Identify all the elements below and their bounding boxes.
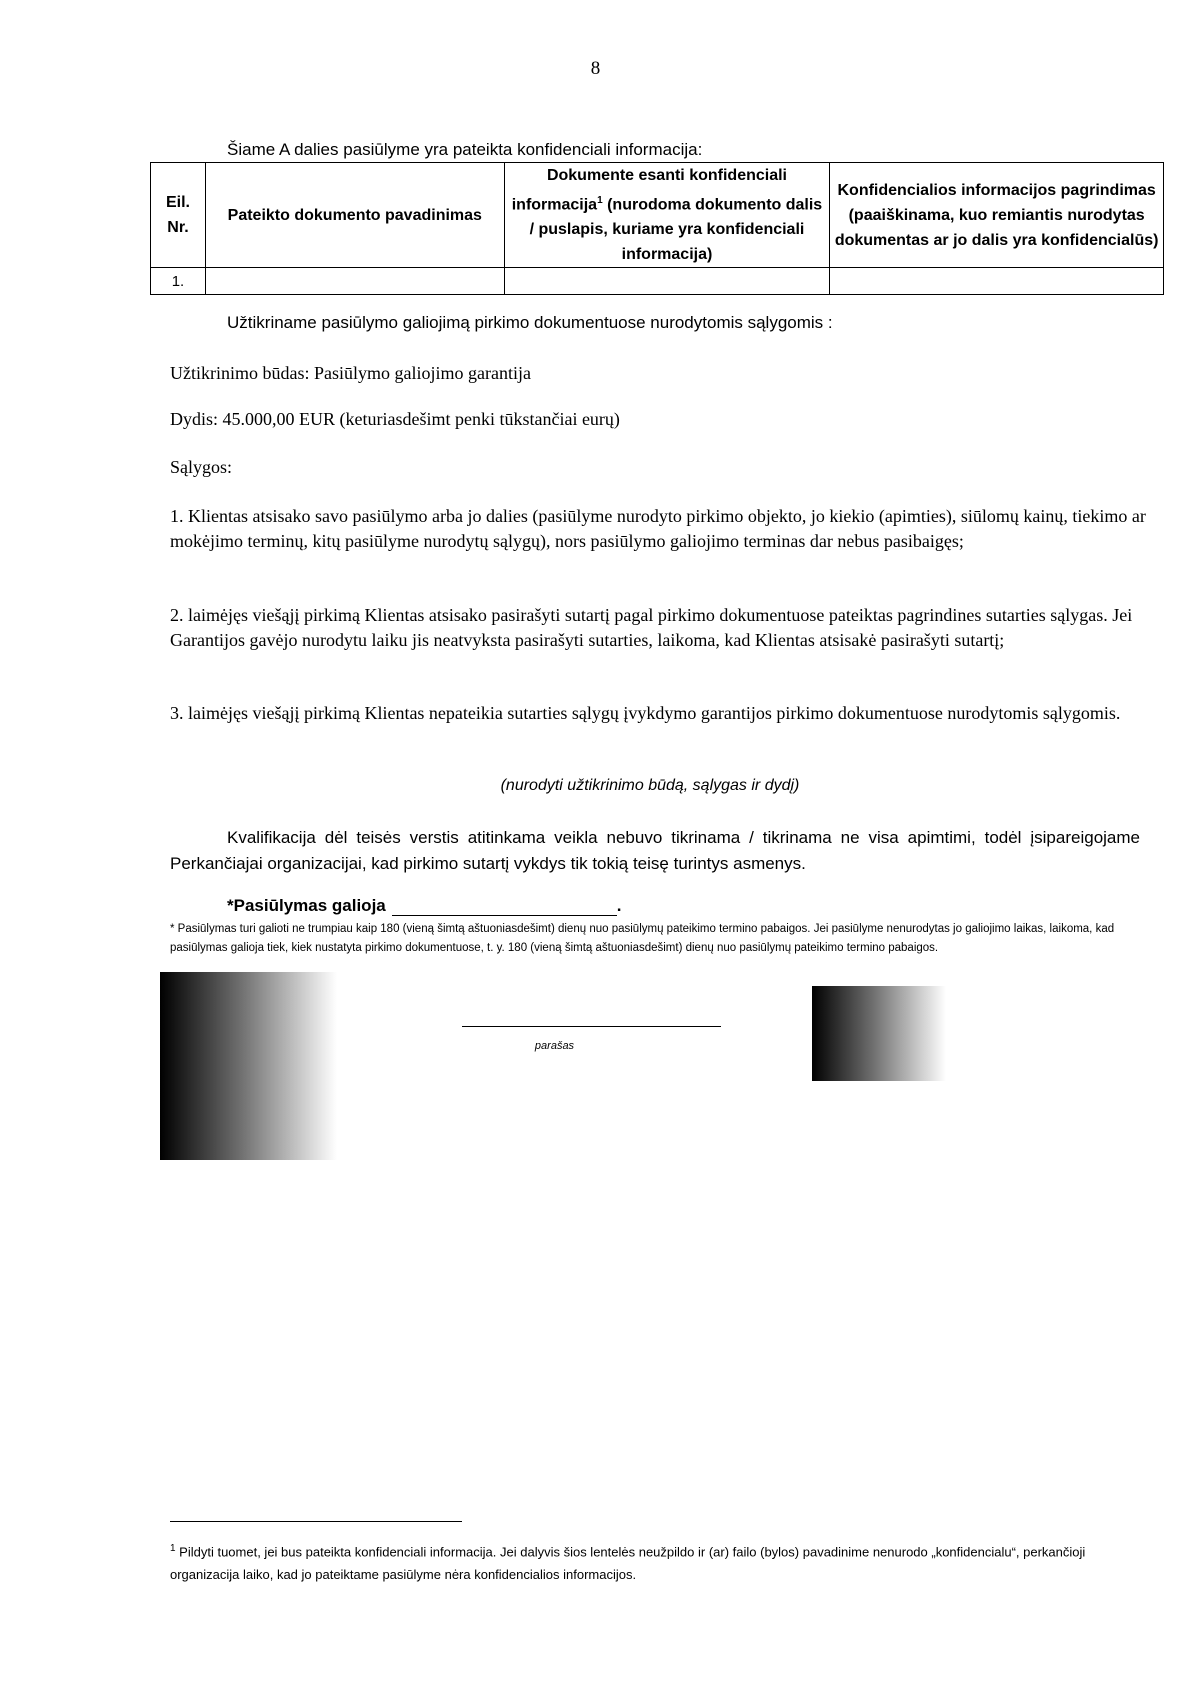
validity-note: * Pasiūlymas turi galioti ne trumpiau kaip 180 (vieną šimtą aštuoniasdešimt) dienų nuo pasiūlymų pateikimo termino pabaigos. Jei pasiūlyme nenurodytas jo galiojimo laikas, laikoma, kad pasiūlymas galioja tiek, kiek nustatyta pirkimo dokumentuose, t. y. 180 (vieną šimtą aštuoniasdešimt) dienų nuo pasiūlymų pateikimo termino pabaigos. [170, 923, 1115, 954]
validity-label: *Pasiūlymas galioja [227, 896, 386, 915]
confidential-intro: Šiame A dalies pasiūlyme yra pateikta konfidenciali informacija: [227, 140, 703, 159]
header-document-name: Pateikto dokumento pavadinimas [205, 163, 504, 268]
header-row-number: Eil. Nr. [151, 163, 206, 268]
table-header-row [151, 163, 1164, 268]
footnote-separator [170, 1521, 462, 1522]
condition-item: 3. laimėjęs viešąjį pirkimą Klientas nepateikia sutarties sąlygų įvykdymo garantijos pirkimo dokumentuose nurodytomis sąlygomis. [170, 703, 1121, 723]
redacted-block-left [160, 972, 337, 1160]
validity-end: . [616, 896, 622, 915]
validity-blank[interactable] [392, 897, 617, 916]
page-number: 8 [590, 58, 601, 79]
document-name-cell[interactable] [205, 268, 504, 295]
header-confidential-info-text: Dokumente esanti konfidenciali informacija [511, 167, 787, 214]
signature-line [462, 1026, 721, 1027]
signature-label: parašas [534, 1040, 575, 1052]
footnote-mark: 1 [170, 1543, 176, 1554]
condition-item: 1. Klientas atsisako savo pasiūlymo arba jo dalies (pasiūlyme nurodyto pirkimo objekto, jo kiekio (apimties), siūlomų kainų, tiekimo ar mokėjimo terminų, kitų pasiūlyme nurodytų sąlygų), nors pasiūlymo galiojimo terminas dar nebus pasibaigęs; [170, 506, 1146, 551]
header-confidential-info [504, 163, 830, 268]
footnote-ref: 1 [597, 195, 603, 206]
redacted-block-right [812, 986, 946, 1081]
header-justification: Konfidencialios informacijos pagrindimas (paaiškinama, kuo remiantis nurodytas dokumentas ar jo dalis yra konfidencialūs) [830, 163, 1164, 268]
validity-field [227, 896, 621, 916]
header-confidential-info-detail: (nurodoma dokumento dalis / puslapis, kuriame yra konfidenciali informacija) [529, 196, 823, 264]
guarantee-note: (nurodyti užtikrinimo būdą, sąlygas ir dydį) [500, 777, 800, 794]
guarantee-size: Dydis: 45.000,00 EUR (keturiasdešimt penki tūkstančiai eurų) [170, 409, 620, 429]
confidential-info-cell[interactable] [504, 268, 830, 295]
footnote [170, 1537, 1145, 1586]
row-number-cell: 1. [151, 268, 206, 295]
justification-cell[interactable] [830, 268, 1164, 295]
condition-item: 2. laimėjęs viešąjį pirkimą Klientas atsisako pasirašyti sutartį pagal pirkimo dokumentuose pateiktas pagrindines sutarties sąlygas. Jei Garantijos gavėjo nurodytu laiku jis neatvyksta pasirašyti sutarties, laikoma, kad Klientas atsisakė pasirašyti sutartį; [170, 605, 1133, 650]
confidential-info-table [150, 162, 1164, 295]
conditions-title: Sąlygos: [170, 457, 233, 477]
guarantee-method: Užtikrinimo būdas: Pasiūlymo galiojimo garantija [170, 363, 531, 383]
qualification-statement: Kvalifikacija dėl teisės verstis atitinkama veikla nebuvo tikrinama / tikrinama ne visa apimtimi, todėl įsipareigojame Perkančiajai organizacijai, kad pirkimo sutartį vykdys tik tokią teisę turintys asmenys. [170, 828, 1140, 873]
table-row [151, 268, 1164, 295]
guarantee-intro: Užtikriname pasiūlymo galiojimą pirkimo dokumentuose nurodytomis sąlygomis : [227, 313, 833, 332]
footnote-text: Pildyti tuomet, jei bus pateikta konfidenciali informacija. Jei dalyvis šios lentelės neužpildo ir (ar) failo (bylos) pavadinime nenurodo „konfidencialu“, perkančioji organizacija laiko, kad jo pateiktame pasiūlyme nėra konfidencialios informacijos. [170, 1544, 1086, 1583]
